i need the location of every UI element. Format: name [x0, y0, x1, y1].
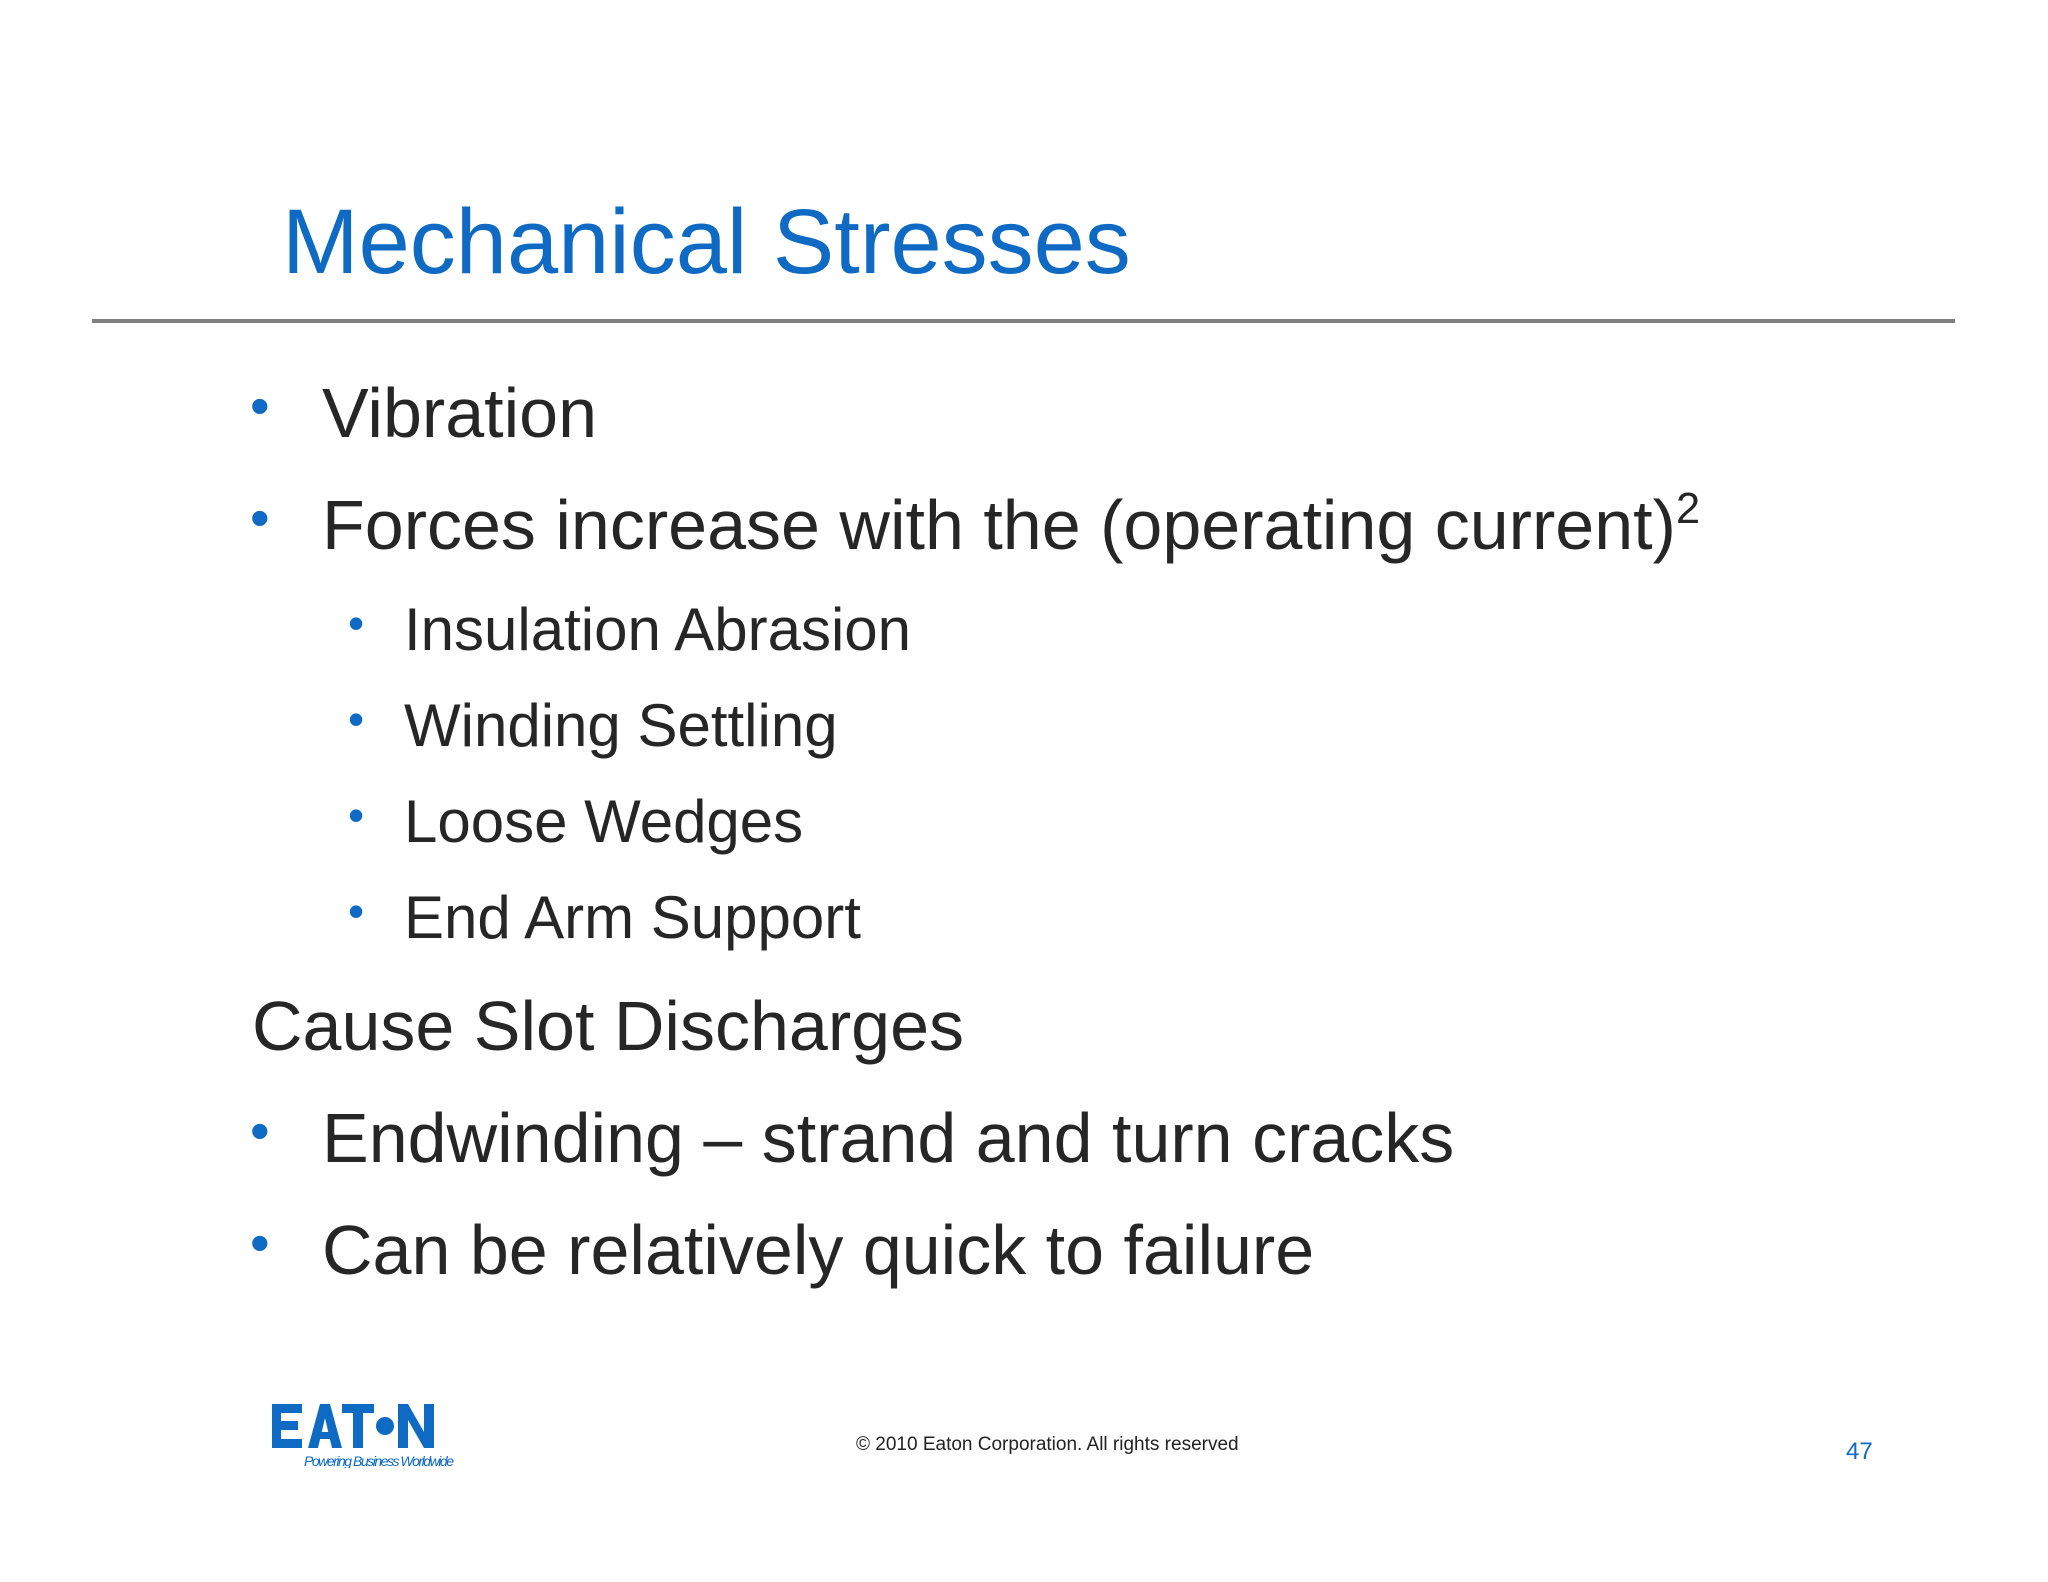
section-heading: Cause Slot Discharges: [252, 987, 964, 1065]
bullet-glyph: •: [250, 1099, 270, 1162]
bullet-text: Forces increase with the (operating current): [322, 486, 1676, 564]
bullet-glyph: •: [348, 693, 365, 745]
bullet-glyph: •: [348, 789, 365, 841]
bullet-glyph: •: [250, 374, 270, 437]
bullet-endwinding: [250, 1099, 1455, 1177]
bullet-text: Insulation Abrasion: [404, 596, 912, 663]
bullet-text: Loose Wedges: [404, 788, 804, 855]
title-divider: [92, 319, 1955, 323]
bullet-failure: [250, 1211, 1315, 1289]
bullet-text: Endwinding – strand and turn cracks: [322, 1099, 1455, 1177]
bullet-glyph: •: [250, 486, 270, 549]
bullet-text: Vibration: [322, 374, 598, 452]
slide-title: Mechanical Stresses: [282, 191, 1131, 293]
superscript-two: 2: [1675, 484, 1701, 533]
sub-bullet-loose-wedges: [348, 788, 804, 855]
bullet-glyph: •: [250, 1211, 270, 1274]
bullet-glyph: •: [348, 597, 365, 649]
sub-bullet-winding-settling: [348, 692, 838, 759]
bullet-text: End Arm Support: [404, 884, 861, 951]
bullet-text: Winding Settling: [404, 692, 838, 759]
bullet-forces: [250, 484, 1701, 564]
copyright-notice: © 2010 Eaton Corporation. All rights reserved: [856, 1434, 1239, 1455]
svg-text:Powering Business Worldwide: Powering Business Worldwide: [304, 1453, 454, 1468]
sub-bullet-insulation-abrasion: [348, 596, 912, 663]
eaton-logo: [272, 1402, 492, 1468]
page-number: 47: [1846, 1438, 1873, 1465]
sub-bullet-end-arm-support: [348, 884, 861, 951]
bullet-glyph: •: [348, 885, 365, 937]
bullet-text: Can be relatively quick to failure: [322, 1211, 1315, 1289]
bullet-vibration: [250, 374, 598, 452]
